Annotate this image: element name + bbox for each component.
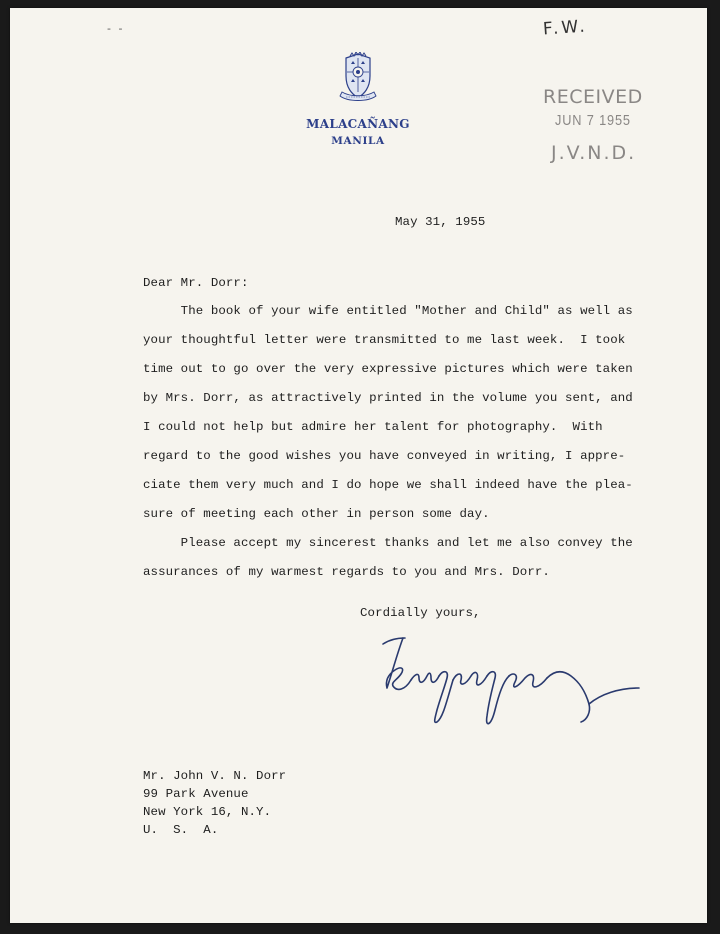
body-line: your thoughtful letter were transmitted to me last week. I took xyxy=(143,333,626,347)
body-line: I could not help but admire her talent for photography. With xyxy=(143,420,603,434)
recipient-country: U. S. A. xyxy=(143,823,219,837)
recipient-city: New York 16, N.Y. xyxy=(143,805,272,819)
letterhead-city: MANILA xyxy=(331,135,385,147)
received-stamp-label: RECEIVED xyxy=(543,86,643,108)
letterhead-office: MALACAÑANG xyxy=(306,117,410,131)
received-stamp-department: J.V.N.D. xyxy=(551,142,637,164)
body-line: ciate them very much and I do hope we shall indeed have the plea- xyxy=(143,478,633,492)
body-line: The book of your wife entitled "Mother and Child" as well as xyxy=(143,304,633,318)
body-line: regard to the good wishes you have conveyed in writing, I appre- xyxy=(143,449,626,463)
presidential-seal-icon xyxy=(338,52,378,104)
recipient-name: Mr. John V. N. Dorr xyxy=(143,769,287,783)
letter-date: May 31, 1955 xyxy=(395,215,486,229)
body-line: time out to go over the very expressive pictures which were taken xyxy=(143,362,633,376)
corner-marks: - - xyxy=(107,22,125,35)
body-line: Please accept my sincerest thanks and let me also convey the xyxy=(143,536,633,550)
signature xyxy=(375,630,645,735)
recipient-street: 99 Park Avenue xyxy=(143,787,249,801)
closing: Cordially yours, xyxy=(360,606,481,620)
body-line: sure of meeting each other in person some day. xyxy=(143,507,490,521)
body-line: by Mrs. Dorr, as attractively printed in the volume you sent, and xyxy=(143,391,633,405)
body-line: assurances of my warmest regards to you and Mrs. Dorr. xyxy=(143,565,550,579)
handwritten-initials: F.W. xyxy=(542,16,589,40)
letter-page xyxy=(10,8,707,923)
received-stamp-date: JUN 7 1955 xyxy=(555,112,631,129)
salutation: Dear Mr. Dorr: xyxy=(143,276,249,290)
